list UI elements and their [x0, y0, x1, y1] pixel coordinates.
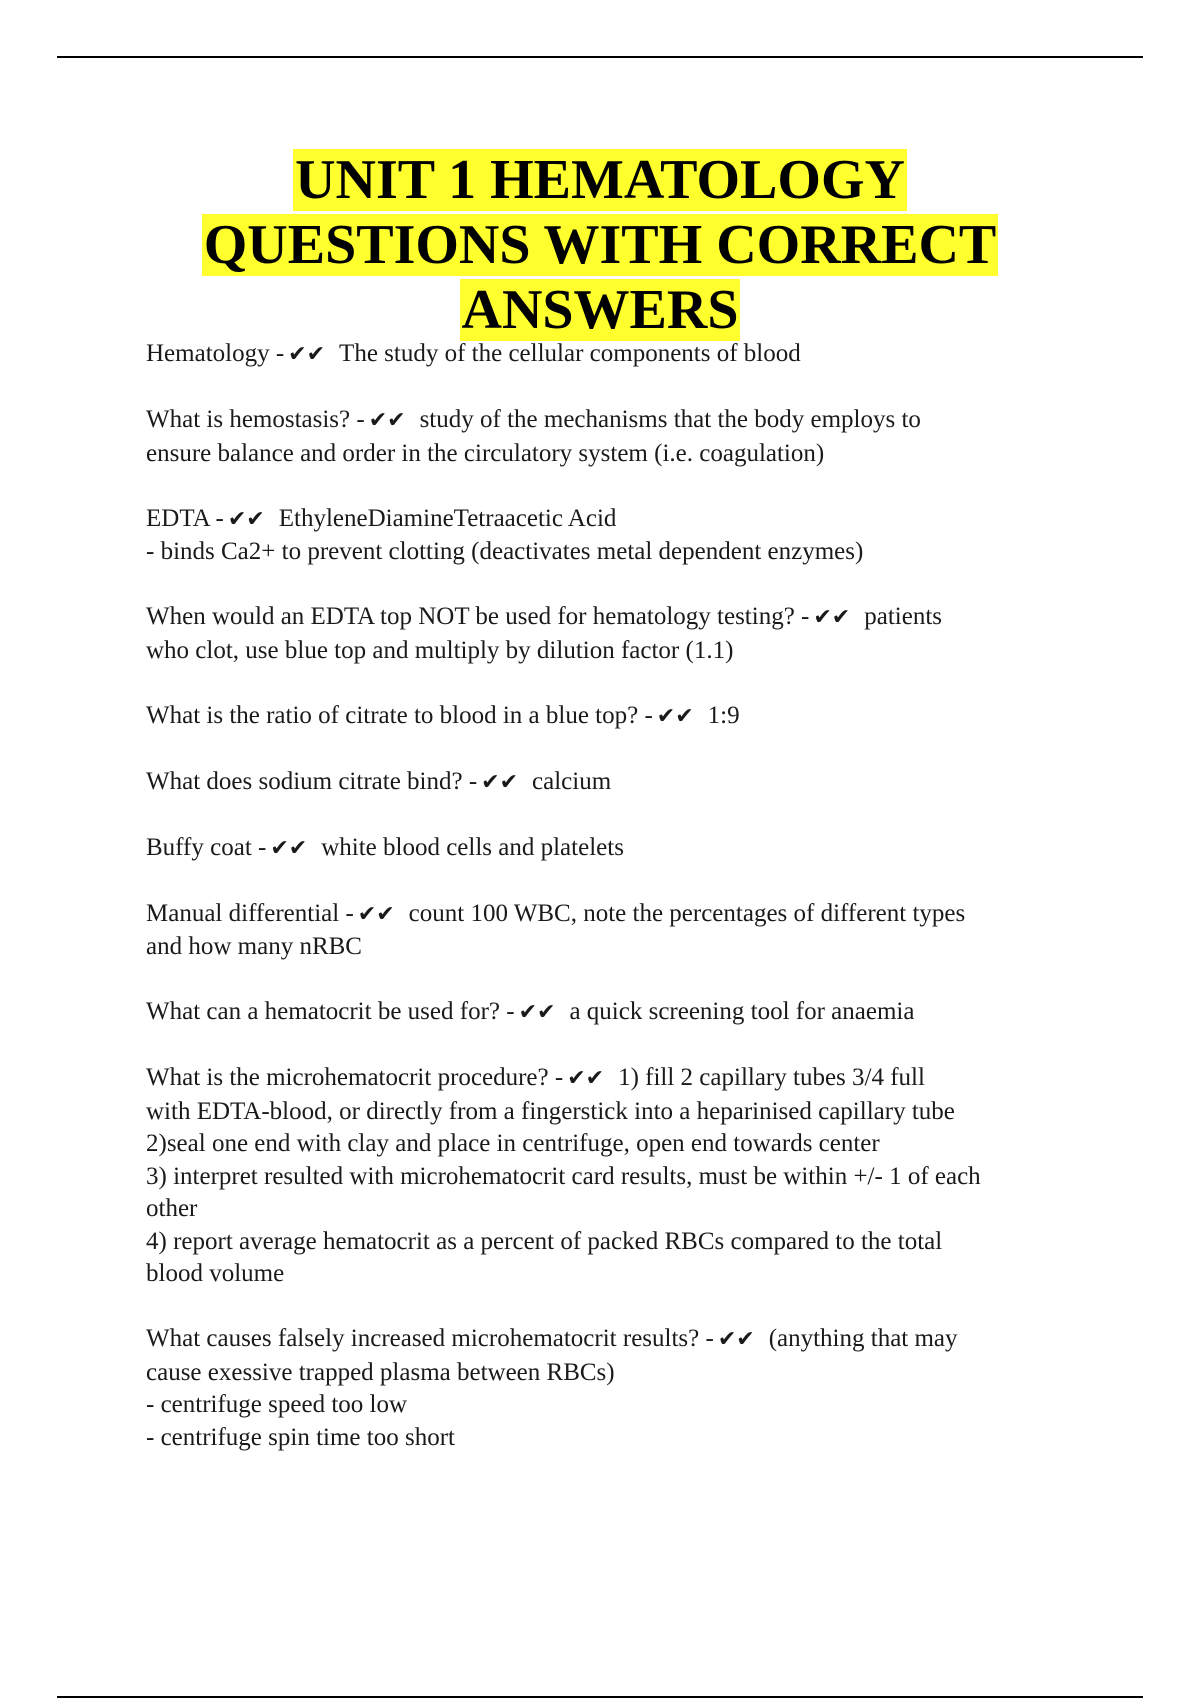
question-text: What is the microhematocrit procedure? - — [146, 1064, 564, 1091]
check-mark-icon: ✔✔ — [518, 1000, 556, 1025]
answer-line: and how many nRBC — [146, 933, 362, 960]
qa-first-line — [146, 898, 1096, 932]
qa-item — [146, 1323, 1096, 1454]
answer-line: with EDTA-blood, or directly from a fingerstick into a heparinised capillary tube — [146, 1097, 955, 1125]
check-mark-icon: ✔✔ — [357, 901, 395, 927]
answer-line: 2)seal one end with clay and place in centrifuge, open end towards center — [146, 1130, 880, 1157]
answer-line: - centrifuge spin time too short — [146, 1423, 455, 1451]
question-text: Buffy coat - — [146, 833, 267, 861]
answer-text: (anything that may — [768, 1325, 958, 1352]
answer-text: calcium — [532, 767, 612, 795]
qa-item — [146, 1062, 1096, 1291]
answer-text: The study of the cellular components of blood — [339, 340, 801, 367]
answer-text: white blood cells and platelets — [321, 833, 624, 861]
qa-item — [146, 503, 1096, 569]
qa-item — [146, 338, 1096, 372]
check-mark-icon: ✔✔ — [227, 506, 265, 532]
qa-first-line — [146, 700, 1096, 734]
qa-first-line — [146, 1062, 1096, 1096]
qa-item — [146, 832, 1096, 866]
check-mark-icon: ✔✔ — [813, 605, 851, 630]
qa-item — [146, 700, 1096, 734]
answer-line: 3) interpret resulted with microhematocrit card results, must be within +/- 1 of each — [146, 1162, 981, 1190]
check-mark-icon: ✔✔ — [270, 835, 308, 861]
question-text: When would an EDTA top NOT be used for hematology testing? - — [146, 603, 810, 630]
qa-first-line — [146, 503, 1096, 537]
answer-line: 4) report average hematocrit as a percent of packed RBCs compared to the total — [146, 1227, 943, 1255]
check-mark-icon: ✔✔ — [368, 408, 406, 433]
question-text: Hematology - — [146, 340, 285, 367]
check-mark-icon: ✔✔ — [656, 703, 694, 729]
qa-first-line — [146, 601, 1096, 635]
bottom-rule — [57, 1696, 1143, 1698]
answer-text: count 100 WBC, note the percentages of different types — [408, 899, 966, 927]
answer-text: EthyleneDiamineTetraacetic Acid — [278, 504, 617, 532]
title-line: UNIT 1 HEMATOLOGY — [295, 149, 905, 211]
qa-item — [146, 601, 1096, 667]
question-text: What causes falsely increased microhematocrit results? - — [146, 1325, 714, 1352]
check-mark-icon: ✔✔ — [288, 342, 326, 367]
answer-line: - centrifuge speed too low — [146, 1391, 408, 1418]
answer-text: patients — [864, 603, 943, 630]
answer-text: a quick screening tool for anaemia — [569, 998, 915, 1025]
question-text: What is hemostasis? - — [146, 406, 365, 433]
qa-list — [146, 338, 1096, 1487]
question-text: EDTA - — [146, 504, 224, 532]
answer-line: blood volume — [146, 1260, 285, 1287]
answer-text: 1:9 — [707, 701, 740, 729]
question-text: Manual differential - — [146, 899, 354, 927]
title-line: ANSWERS — [461, 279, 739, 341]
question-text: What does sodium citrate bind? - — [146, 767, 478, 795]
answer-text: 1) fill 2 capillary tubes 3/4 full — [618, 1064, 925, 1091]
title-line: QUESTIONS WITH CORRECT — [203, 214, 997, 276]
document-title — [100, 148, 1100, 343]
qa-first-line — [146, 996, 1096, 1030]
qa-item — [146, 766, 1096, 800]
check-mark-icon: ✔✔ — [481, 769, 519, 795]
qa-first-line — [146, 404, 1096, 438]
qa-item — [146, 996, 1096, 1030]
qa-first-line — [146, 832, 1096, 866]
answer-line: ensure balance and order in the circulatory system (i.e. coagulation) — [146, 439, 825, 467]
qa-first-line — [146, 338, 1096, 372]
top-rule — [57, 56, 1143, 58]
qa-first-line — [146, 766, 1096, 800]
qa-item — [146, 404, 1096, 470]
answer-text: study of the mechanisms that the body employs to — [419, 406, 921, 433]
question-text: What can a hematocrit be used for? - — [146, 998, 515, 1025]
question-text: What is the ratio of citrate to blood in a blue top? - — [146, 701, 653, 729]
qa-first-line — [146, 1323, 1096, 1357]
answer-line: other — [146, 1195, 198, 1222]
answer-line: cause exessive trapped plasma between RBCs) — [146, 1358, 615, 1386]
check-mark-icon: ✔✔ — [567, 1066, 605, 1091]
check-mark-icon: ✔✔ — [717, 1327, 755, 1352]
answer-line: who clot, use blue top and multiply by dilution factor (1.1) — [146, 636, 734, 664]
qa-item — [146, 898, 1096, 964]
answer-line: - binds Ca2+ to prevent clotting (deactivates metal dependent enzymes) — [146, 538, 864, 565]
